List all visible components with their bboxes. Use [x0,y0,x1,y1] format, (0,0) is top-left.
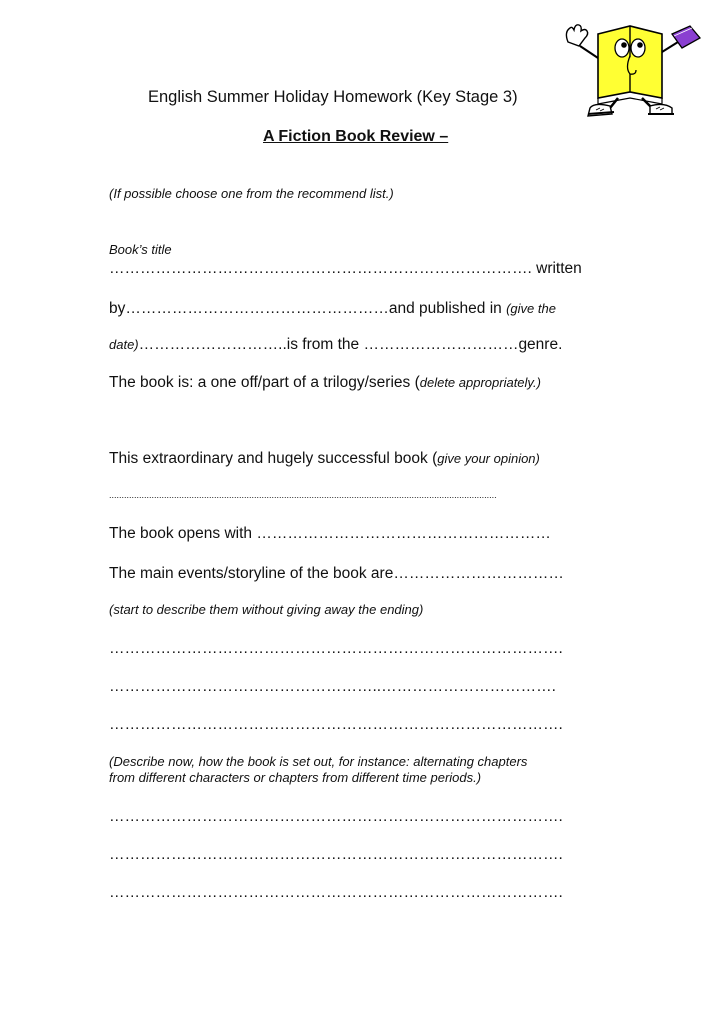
title-dots[interactable]: ………………………………………………………………………. [109,260,532,277]
opens-dots[interactable]: ………………………………………………… [256,525,551,542]
setout-answer-line-1[interactable]: ……………………………………………………………………………. [109,808,563,825]
small-book-icon [672,26,700,48]
events-dots[interactable]: …………………………… [393,565,564,582]
author-dots[interactable]: …………………………………………… [125,300,389,317]
opens-line [109,525,551,543]
date-note: date) [109,337,139,352]
opinion-text: This extraordinary and hugely successful book ( [109,450,438,467]
genre-line [109,336,562,354]
setout-note-1: (Describe now, how the book is set out, for instance: alternating chapters [109,754,528,769]
opens-text: The book opens with [109,525,253,542]
delete-note: delete appropriately.) [419,375,541,390]
events-note: (start to describe them without giving away the ending) [109,602,424,617]
setout-note-2: from different characters or chapters from different time periods.) [109,770,482,785]
book-is-text: The book is: a one off/part of a trilogy/series ( [109,374,420,391]
opinion-line [109,450,540,468]
genre-dots[interactable]: ………………………… [363,336,519,353]
book-mascot-icon [560,12,710,120]
date-dots[interactable]: ……………………….. [138,336,287,353]
opinion-note: give your opinion) [437,451,540,466]
events-answer-line-1[interactable]: ……………………………………………………………………………. [109,640,563,657]
written-label: written [536,260,582,277]
setout-answer-line-2[interactable]: ……………………………………………………………………………. [109,846,563,863]
events-line [109,565,564,583]
book-is-line [109,374,541,392]
title-line [109,260,582,278]
by-label: by [109,300,126,317]
books-title-label: Book’s title [109,242,172,257]
page-title: English Summer Holiday Homework (Key Stage 3) [148,88,518,106]
give-the-note: (give the [506,301,556,316]
genre-label: genre. [518,336,563,353]
events-answer-line-2[interactable]: ……………………………………………..……………………………. [109,678,556,695]
author-line [109,300,556,318]
is-from-label: is from the [286,336,360,353]
events-text: The main events/storyline of the book are [109,565,394,582]
choose-note: (If possible choose one from the recommend list.) [109,186,394,201]
opinion-dots[interactable]: ........................................................................................................................................................... [109,490,497,500]
events-answer-line-3[interactable]: ……………………………………………………………………………. [109,716,563,733]
published-label: and published in [388,300,502,317]
page-subtitle: A Fiction Book Review – [263,128,449,145]
setout-answer-line-3[interactable]: ……………………………………………………………………………. [109,884,563,901]
